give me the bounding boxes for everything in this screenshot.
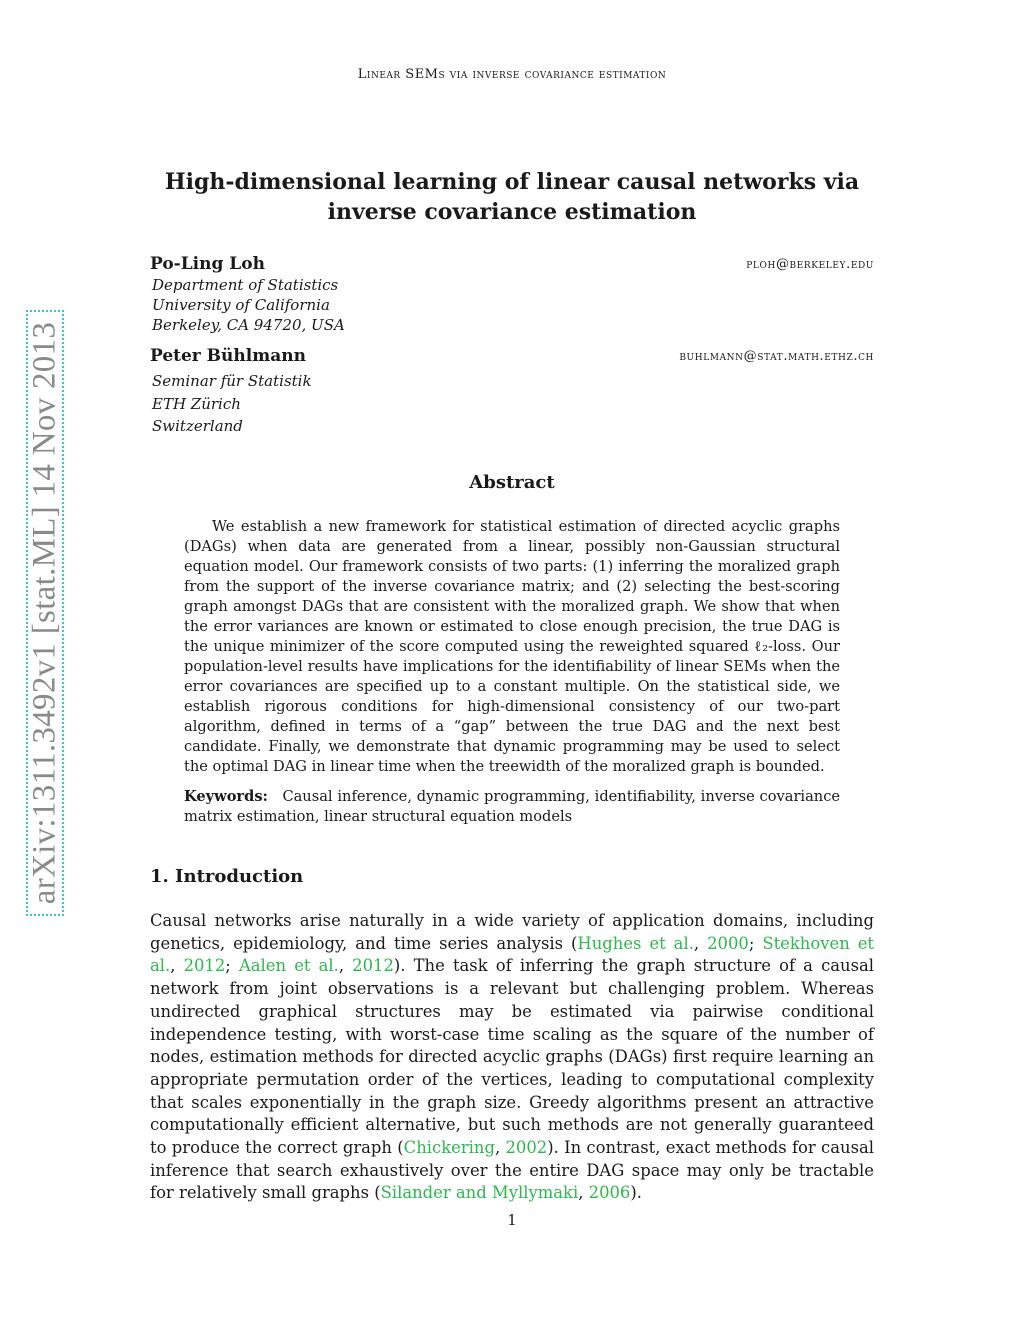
author-affiliation-2 [152,370,312,438]
intro-paragraph: Causal networks arise naturally in a wide variety of application domains, including genetics, epidemiology, and time series analysis (Hughes et al., 2000; Stekhoven et al., 2012; Aalen et al., 2012). The task of inferring the graph structure of a causal network from joint observations is a relevant but challenging problem. Whereas undirected graphical structures may be estimated via pairwise conditional independence testing, with worst-case time scaling as the square of the number of nodes, estimation methods for directed acyclic graphs (DAGs) first require learning an appropriate permutation order of the vertices, leading to computational complexity that scales exponentially in the graph size. Greedy algorithms present an attractive computationally efficient alternative, but such methods are not generally guaranteed to produce the correct graph (Chickering, 2002). In contrast, exact methods for causal inference that search exhaustively over the entire DAG space may only be tractable for relatively small graphs (Silander and Myllymaki, 2006). [150,911,875,1203]
citation-year-link[interactable]: 2000 [707,933,749,953]
paper-title [150,167,874,227]
citation-year-link[interactable]: 2002 [505,1138,548,1158]
author-name-2: Peter Bühlmann [150,346,306,366]
affiliation-line: ETH Zürich [152,394,241,413]
affiliation-line: Department of Statistics [152,276,339,294]
author-affiliation-1 [152,275,345,335]
page-number: 1 [507,1211,517,1229]
arxiv-stamp[interactable] [26,310,64,916]
arxiv-identifier: arXiv:1311.3492v1 [stat.ML] 14 Nov 2013 [26,321,63,905]
keywords-text: Causal inference, dynamic programming, identifiability, inverse covariance matrix estimation, linear structural equation models [184,788,841,825]
abstract-heading: Abstract [469,472,555,493]
citation-link[interactable]: Aalen et al. [238,956,339,976]
keywords [184,787,840,827]
affiliation-line: University of California [152,296,330,314]
author-email-2[interactable]: buhlmann@stat.math.ethz.ch [679,349,874,364]
citation-link[interactable]: Silander and Myllymaki [380,1183,579,1203]
title-line-1: High-dimensional learning of linear causal networks via [164,169,860,195]
affiliation-line: Switzerland [152,417,243,435]
citation-link[interactable]: Chickering [403,1138,495,1158]
section-heading-introduction: 1. Introduction [150,866,304,887]
citation-year-link[interactable]: 2006 [588,1183,631,1203]
citation-year-link[interactable]: 2012 [183,956,226,976]
title-line-2: inverse covariance estimation [327,199,697,225]
affiliation-line: Berkeley, CA 94720, USA [152,316,345,334]
abstract-text: We establish a new framework for statistical estimation of directed acyclic graphs (DAGs) when data are generated from a linear, possibly non-Gaussian structural equation model. Our framework consists of two parts: (1) inferring the moralized graph from the support of the inverse covariance matrix; and (2) selecting the best-scoring graph amongst DAGs that are consistent with the moralized graph. We show that when the error variances are known or estimated to close enough precision, the true DAG is the unique minimizer of the score computed using the reweighted squared ℓ₂-loss. Our population-level results have implications for the identifiability of linear SEMs when the error covariances are specified up to a constant multiple. On the statistical side, we establish rigorous conditions for high-dimensional consistency of our two-part algorithm, defined in terms of a “gap” between the true DAG and the next best candidate. Finally, we demonstrate that dynamic programming may be used to select the optimal DAG in linear time when the treewidth of the moralized graph is bounded. [184,518,840,775]
citation-link[interactable]: Hughes et al. [577,933,694,953]
author-name-1: Po-Ling Loh [150,254,265,274]
citation-year-link[interactable]: 2012 [352,956,394,976]
running-head: Linear SEMs via inverse covariance estimation [357,67,667,82]
affiliation-line: Seminar für Statistik [152,372,312,390]
keywords-label: Keywords: [184,788,268,805]
citation-link[interactable]: Stekhoven et al. [150,933,875,976]
author-email-1[interactable]: ploh@berkeley.edu [746,257,874,272]
